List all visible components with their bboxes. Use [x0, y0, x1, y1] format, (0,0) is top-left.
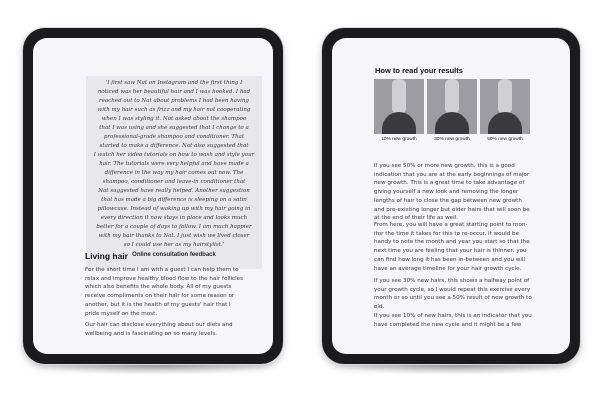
living-hair-paragraph-2	[85, 321, 265, 338]
text-line: If you see 10% of new hairs, this is an indicator that you	[374, 313, 532, 319]
results-paragraph-4	[374, 312, 540, 329]
right-tablet	[322, 28, 580, 364]
text-line: giving yourself a new look and removing the longer	[374, 189, 519, 196]
left-tablet	[23, 28, 283, 364]
text-line: which also benefits the whole body. All of my guests	[85, 284, 232, 291]
text-line: difference in the way my hair comes out now. The	[104, 170, 244, 176]
text-line: pride myself on the most.	[85, 310, 158, 317]
hair-photo-image	[480, 79, 530, 134]
text-line: handy to note the month and year you start so that the	[374, 239, 530, 246]
text-line: when I was styling it. Nat asked about the shampoo	[101, 116, 247, 122]
growth-photo-30	[427, 79, 477, 142]
results-paragraph-1	[374, 162, 540, 223]
text-line: wellbeing and is fascinating on so many levels.	[85, 330, 217, 337]
text-line: with my hair thanks to Nat. I just wish we lived closer	[98, 233, 250, 239]
text-line: shampoo, conditioner and leave-in conditioner that	[102, 179, 246, 185]
text-line: I watch her video tutorials on how to wash and style your	[93, 152, 255, 158]
text-line: Our hair can disclose everything about our diets and	[85, 322, 233, 328]
text-line: can find how long it has been in-between and you will	[374, 256, 526, 263]
text-line: indication that you are at the early beginnings of major	[374, 171, 530, 178]
testimonial-caption: Online consultation feedback	[132, 252, 216, 258]
testimonial-quote-box	[86, 76, 262, 269]
text-line: at the end of their life as well.	[374, 215, 458, 222]
growth-photo-strip	[374, 79, 534, 151]
text-line: month or so until you see a 50% result of new growth to	[374, 295, 532, 302]
text-line: relax and improve healthy blood flow to the hair follicles	[85, 275, 244, 282]
text-line: If you see 30% new hairs, this shows a halfway point of	[374, 278, 530, 284]
text-line: have completed the new cycle and it might be a few	[374, 321, 522, 328]
text-line: new growth. This is a great time to take advantage of	[374, 180, 525, 187]
testimonial-quote	[90, 79, 258, 250]
results-paragraph-2	[374, 221, 540, 273]
right-tablet-screen[interactable]	[332, 38, 570, 354]
growth-photo-10	[374, 79, 424, 142]
text-line: old.	[374, 304, 385, 311]
text-line: From here, you will have a great starting point to mon-	[374, 222, 528, 228]
text-line: 'I first saw Nat on Instagram and the first thing I	[105, 80, 243, 86]
growth-photo-50	[480, 79, 530, 142]
text-line: reached out to Nat about problems I had been having	[99, 98, 249, 104]
living-hair-paragraph-1	[85, 266, 265, 318]
text-line: better for a couple of days to follow. I am much happier	[96, 224, 252, 230]
text-line: next time you are feeling that your hair is thinner, you	[374, 248, 527, 255]
text-line: that has made a big difference is sleeping on a satin	[101, 197, 247, 203]
text-line: pillowcase. Instead of waking up with my hair going in	[97, 206, 251, 212]
growth-photo-label: 50% new growth	[487, 137, 523, 142]
text-line: Nat suggested have really helped. Another suggestion	[98, 188, 250, 194]
growth-photo-label: 30% new growth	[434, 137, 470, 142]
hair-photo-image	[374, 79, 424, 134]
results-paragraph-3	[374, 277, 540, 312]
text-line: For the short time I am with a guest I can help them to	[85, 267, 239, 273]
text-line: your growth cycle, so I would repeat this exercise every	[374, 286, 531, 293]
text-line: receive compliments on their hair for some reason or	[85, 293, 235, 300]
text-line: with my hair such as frizz and my hair not cooperating	[97, 107, 251, 113]
text-line: professional-grade shampoo and conditioner. That	[103, 134, 245, 140]
text-line: have an average timeline for your hair growth cycle.	[374, 265, 522, 272]
text-line: started to make a difference. Nat also suggested that	[99, 143, 249, 149]
growth-photo-label: 10% new growth	[381, 137, 417, 142]
living-hair-heading: Living hair	[85, 251, 128, 261]
text-line: another, but it is the health of my guests' hair that I	[85, 301, 231, 308]
text-line: every direction it now stays in place and looks much	[100, 215, 248, 221]
text-line: If you see 50% or more new growth, this is a good	[374, 163, 515, 169]
text-line: so I could use her as my hairstylist.'	[123, 242, 225, 248]
text-line: itor the time it takes for this to re-occur. It would be	[374, 230, 520, 237]
left-tablet-screen[interactable]	[33, 38, 273, 354]
results-heading: How to read your results	[375, 66, 463, 75]
text-line: that I was using and she suggested that I change to a	[99, 125, 249, 131]
hair-photo-image	[427, 79, 477, 134]
text-line: lengths of hair to close the gap between new growth	[374, 197, 522, 204]
text-line: noticed was her beautiful hair and I was hooked. I had	[97, 89, 251, 95]
text-line: hair. The tutorials were very helpful and have made a	[99, 161, 249, 167]
text-line: and pre-existing longer but older hairs that will soon be	[374, 206, 530, 213]
